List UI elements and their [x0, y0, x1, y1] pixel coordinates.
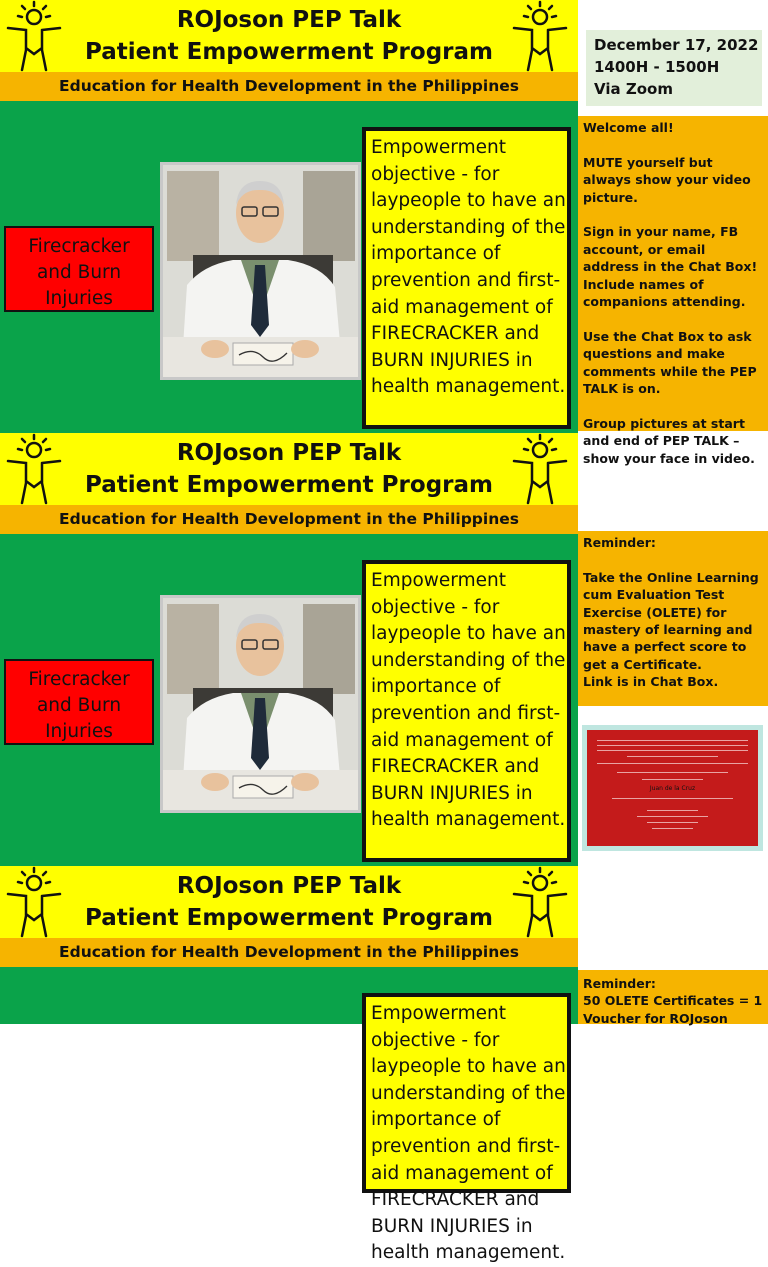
certificate-image: [587, 730, 758, 846]
banner: [0, 0, 578, 72]
banner: [0, 866, 578, 938]
topic-line: and Burn: [36, 695, 122, 716]
subtitle-text: Education for Health Development in the Philippines: [59, 943, 519, 961]
topic-line: Firecracker: [28, 669, 130, 690]
certificate-recipient: Juan de la Cruz: [649, 785, 696, 792]
empowered-person-icon: [508, 433, 572, 505]
objective-text: Empowerment objective - for laypeople to have an understanding of the importance of prevention and first-aid management of FIRECRACKER and BURN INJURIES in health management.: [371, 1003, 566, 1264]
subtitle-text: Education for Health Development in the Philippines: [59, 77, 519, 95]
banner-title: ROJoson PEP Talk: [176, 440, 402, 466]
topic-title: [6, 667, 152, 745]
objective-box: [362, 993, 571, 1264]
subtitle-bar: [0, 938, 578, 967]
objective-box: [362, 560, 571, 862]
event-date: December 17, 2022: [594, 36, 759, 54]
event-time: 1400H - 1500H: [594, 58, 720, 76]
topic-line: Injuries: [45, 288, 113, 309]
reminder-voucher-panel: [578, 970, 768, 1024]
subtitle-bar: [0, 505, 578, 534]
certificate-thumbnail: [582, 725, 763, 851]
banner-program-name: Patient Empowerment Program: [85, 905, 493, 931]
reminder-olete-text: Reminder: Take the Online Learning cum Evaluation Test Exercise (OLETE) for mastery of learning and have a perfect score to get a Certificate. Link is in Chat Box.: [583, 535, 759, 690]
objective-text: Empowerment objective - for laypeople to have an understanding of the importance of prevention and first-aid management of FIRECRACKER and BURN INJURIES in health management.: [371, 137, 566, 398]
subtitle-text: Education for Health Development in the Philippines: [59, 510, 519, 528]
topic-title: [6, 234, 152, 312]
event-info-area: [578, 0, 768, 120]
subtitle-bar: [0, 72, 578, 101]
topic-box: [4, 659, 154, 745]
speaker-photo: [163, 165, 358, 377]
objective-text: Empowerment objective - for laypeople to have an understanding of the importance of prevention and first-aid management of FIRECRACKER and BURN INJURIES in health management.: [371, 570, 566, 831]
banner-title: ROJoson PEP Talk: [176, 7, 402, 33]
topic-line: and Burn: [36, 262, 122, 283]
event-venue: Via Zoom: [594, 80, 673, 98]
empowered-person-icon: [508, 866, 572, 938]
welcome-panel: [578, 116, 768, 466]
event-info-box: [586, 30, 762, 106]
banner-title: ROJoson PEP Talk: [176, 873, 402, 899]
topic-box: [4, 226, 154, 312]
objective-box: [362, 127, 571, 429]
speaker-photo: [163, 598, 358, 810]
banner: [0, 433, 578, 505]
topic-line: Firecracker: [28, 236, 130, 257]
slide-3: [0, 866, 578, 1264]
slide-2: [0, 433, 578, 866]
welcome-text: Welcome all! MUTE yourself but always show your video picture. Sign in your name, FB account, or email address in the Chat Box! Include names of companions attending. Use the Chat Box to ask questions and make comments while the PEP TALK is on. Group pictures at start and end of PEP TALK – show your face in video.: [583, 120, 758, 466]
banner-program-name: Patient Empowerment Program: [85, 39, 493, 65]
reminder-olete-panel: [578, 531, 768, 706]
slide-1: [0, 0, 578, 433]
reminder-voucher-text: Reminder: 50 OLETE Certificates = 1 Voucher for ROJoson: [583, 976, 763, 1026]
topic-line: Injuries: [45, 721, 113, 742]
empowered-person-icon: [508, 0, 572, 72]
banner-program-name: Patient Empowerment Program: [85, 472, 493, 498]
